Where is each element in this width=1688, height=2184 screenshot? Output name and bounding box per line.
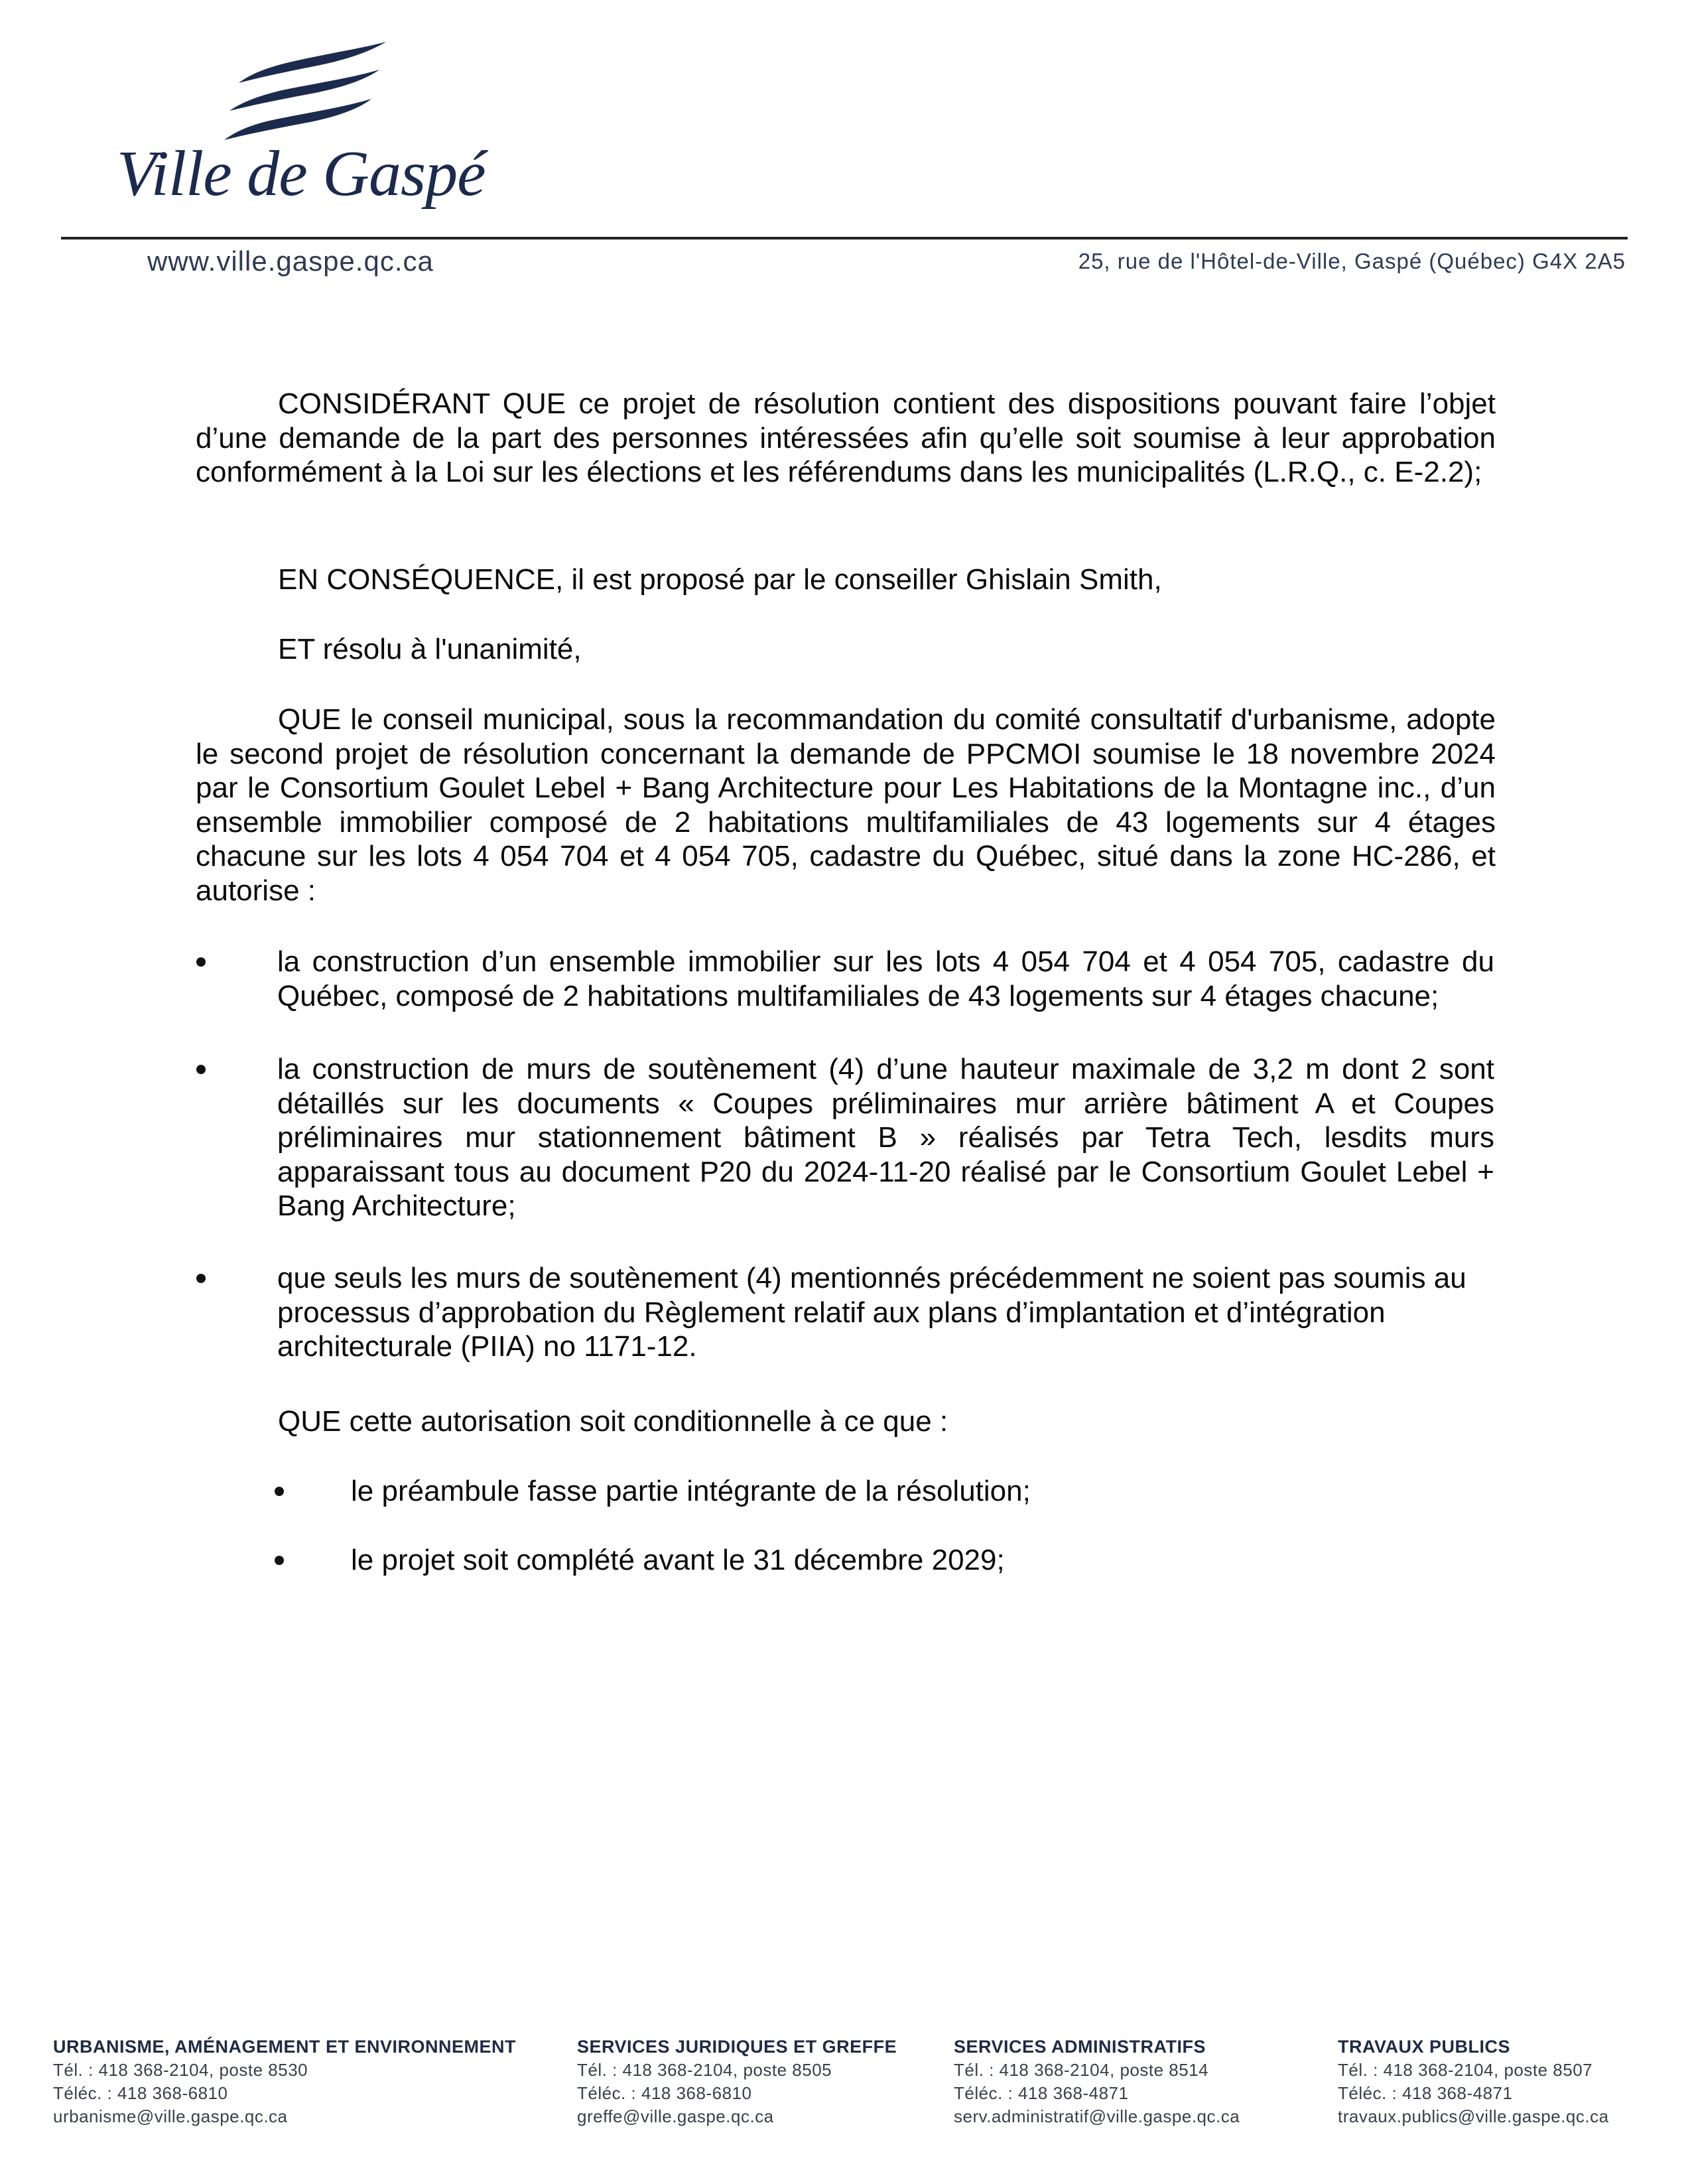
dept-name: SERVICES JURIDIQUES ET GREFFE [577,2037,897,2057]
bullet-icon [196,957,206,967]
list-item: que seuls les murs de soutènement (4) mentionnés précédemment ne soient pas soumis au processus d’approbation du Règlement relatif aux plans d’implantation et d’intégration architecturale (PIIA) no 1171-12. [277,1262,1466,1363]
dept-email[interactable]: greffe@ville.gaspe.qc.ca [577,2106,774,2126]
footer-dept-administratifs [954,2035,1240,2128]
dept-phone: Tél. : 418 368-2104, poste 8530 [53,2060,308,2080]
bullet-icon [275,1556,284,1565]
dept-phone: Tél. : 418 368-2104, poste 8505 [577,2060,832,2080]
bullet-icon [196,1274,206,1283]
dept-name: SERVICES ADMINISTRATIFS [954,2037,1206,2057]
dept-email[interactable]: urbanisme@ville.gaspe.qc.ca [53,2106,288,2126]
consequence-paragraph: EN CONSÉQUENCE, il est proposé par le conseiller Ghislain Smith, [278,563,1162,596]
considerant-paragraph: CONSIDÉRANT QUE ce projet de résolution contient des dispositions pouvant faire l’objet d’une demande de la part des personnes intéressées afin qu’elle soit soumise à leur approbation conformément à la Loi sur les élections et les référendums dans les municipalités (L.R.Q., c. E-2.2); [196,387,1496,488]
wave-logo-icon [212,36,391,149]
que-main-paragraph: QUE le conseil municipal, sous la recommandation du comité consultatif d'urbanisme, adopte le second projet de résolution concernant la demande de PPCMOI soumise le 18 novembre 2024 par le Consortium Goulet Lebel + Bang Architecture pour Les Habitations de la Montagne inc., d’un ensemble immobilier composé de 2 habitations multifamiliales de 43 logements sur 4 étages chacune sur les lots 4 054 704 et 4 054 705, cadastre du Québec, situé dans la zone HC-286, et autorise : [196,703,1496,907]
dept-fax: Téléc. : 418 368-6810 [577,2083,752,2103]
dept-phone: Tél. : 418 368-2104, poste 8514 [954,2060,1209,2080]
list-item: la construction de murs de soutènement (4) d’une hauteur maximale de 3,2 m dont 2 sont détaillés sur les documents « Coupes préliminaires mur arrière bâtiment A et Coupes préliminaires mur stationnement bâtiment B » réalisés par Tetra Tech, lesdits murs apparaissant tous au document P20 du 2024-11-20 réalisé par le Consortium Goulet Lebel + Bang Architecture; [277,1053,1494,1222]
list-item: le projet soit complété avant le 31 décembre 2029; [351,1544,1005,1576]
list-item: le préambule fasse partie intégrante de la résolution; [351,1475,1031,1507]
footer-dept-urbanisme [53,2035,516,2128]
dept-fax: Téléc. : 418 368-6810 [53,2083,228,2103]
dept-name: TRAVAUX PUBLICS [1338,2037,1511,2057]
dept-phone: Tél. : 418 368-2104, poste 8507 [1338,2060,1593,2080]
website-link[interactable]: www.ville.gaspe.qc.ca [147,245,434,277]
city-logo-text: Ville de Gaspé [117,138,486,210]
que-condition-paragraph: QUE cette autorisation soit conditionnelle à ce que : [278,1405,948,1438]
dept-email[interactable]: travaux.publics@ville.gaspe.qc.ca [1338,2106,1609,2126]
dept-name: URBANISME, AMÉNAGEMENT ET ENVIRONNEMENT [53,2037,517,2057]
list-item: la construction d’un ensemble immobilier sur les lots 4 054 704 et 4 054 705, cadastre du Québec, composé de 2 habitations multifamiliales de 43 logements sur 4 étages chacune; [277,945,1494,1012]
bullet-icon [275,1487,284,1496]
dept-email[interactable]: serv.administratif@ville.gaspe.qc.ca [954,2106,1240,2126]
header-divider [61,237,1628,239]
resolu-paragraph: ET résolu à l'unanimité, [278,633,582,665]
city-address: 25, rue de l'Hôtel-de-Ville, Gaspé (Québec) G4X 2A5 [1078,249,1626,273]
bullet-icon [196,1065,206,1074]
dept-fax: Téléc. : 418 368-4871 [1338,2083,1513,2103]
dept-fax: Téléc. : 418 368-4871 [954,2083,1129,2103]
footer-dept-greffe [577,2035,897,2128]
footer-dept-travaux-publics [1338,2035,1609,2128]
